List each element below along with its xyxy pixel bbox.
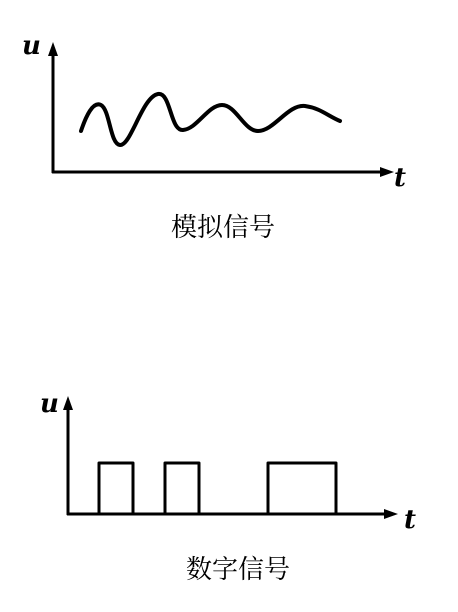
analog-y-axis-label: u [22,31,41,61]
digital-caption: 数字信号 [185,555,291,585]
digital-y-axis-arrow [63,396,73,410]
digital-pulse-2 [165,463,199,514]
analog-signal-figure [22,31,406,243]
analog-x-axis-label: t [394,163,407,193]
analog-caption: 模拟信号 [170,213,276,243]
analog-x-axis-arrow [380,167,394,177]
analog-y-axis-arrow [48,42,58,56]
digital-x-axis-arrow [384,509,398,519]
digital-y-axis-label: u [40,389,59,419]
digital-pulse-1 [99,463,133,514]
digital-signal-figure [40,389,416,585]
digital-pulse-3 [268,463,336,514]
analog-waveform [81,94,340,145]
digital-x-axis-label: t [404,505,417,535]
